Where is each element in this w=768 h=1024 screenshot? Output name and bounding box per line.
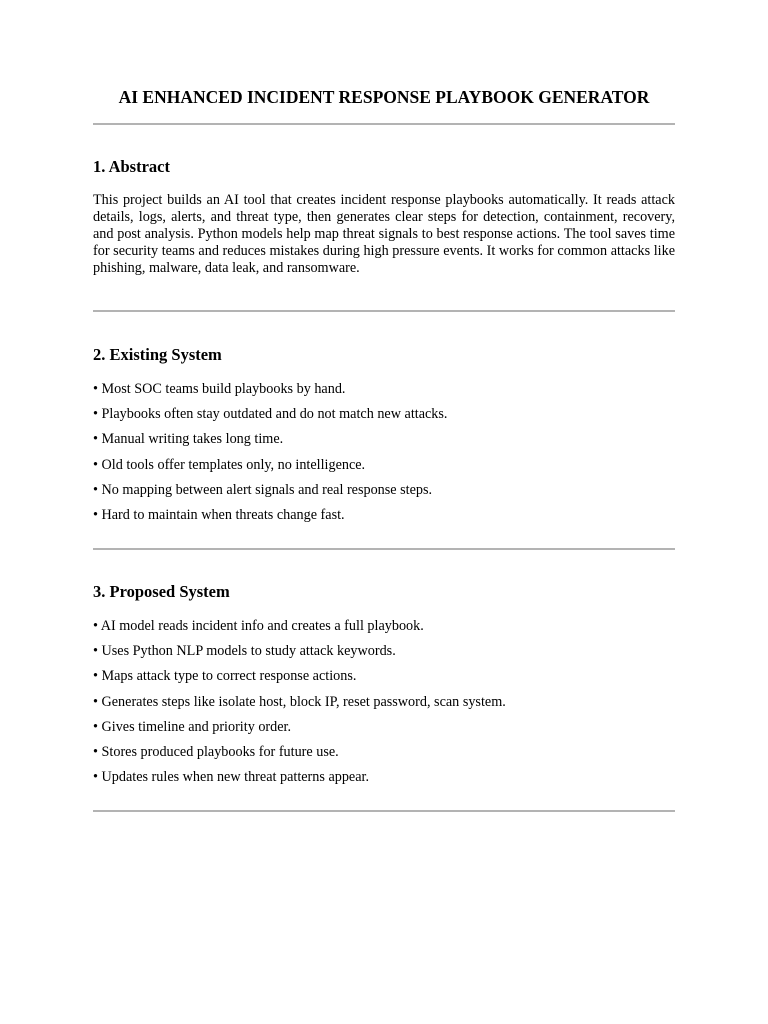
bullet-icon: • [93, 643, 98, 660]
list-item [93, 694, 675, 719]
list-item [93, 719, 675, 744]
list-item [93, 381, 675, 406]
list-item-text: AI model reads incident info and creates a full playbook. [100, 618, 424, 634]
list-item [93, 507, 675, 532]
list-item-text: Generates steps like isolate host, block IP, reset password, scan system. [101, 693, 506, 710]
list-item-text: Playbooks often stay outdated and do not match new attacks. [101, 406, 448, 423]
proposed-system-divider [93, 810, 675, 812]
list-item-text: Uses Python NLP models to study attack keywords. [101, 643, 396, 660]
bullet-icon: • [93, 431, 98, 448]
bullet-icon: • [93, 618, 98, 634]
list-item-text: Most SOC teams build playbooks by hand. [101, 381, 346, 397]
bullet-icon: • [93, 381, 98, 397]
list-item [93, 406, 675, 431]
list-item [93, 744, 675, 769]
existing-system-list [93, 381, 675, 532]
list-item [93, 643, 675, 668]
list-item-text: Manual writing takes long time. [101, 431, 284, 448]
bullet-icon: • [93, 769, 98, 786]
document-title: AI ENHANCED INCIDENT RESPONSE PLAYBOOK GENERATOR [118, 87, 650, 107]
bullet-icon: • [93, 406, 98, 423]
abstract-divider [93, 310, 675, 312]
bullet-icon: • [93, 743, 98, 760]
bullet-icon: • [93, 456, 98, 473]
list-item-text: No mapping between alert signals and real response steps. [101, 481, 433, 498]
abstract-body: This project builds an AI tool that creates incident response playbooks automatically. It reads attack details, logs, alerts, and threat type, then generates clear steps for detection, containment, recovery, and post analysis. Python models help map threat signals to best response actions. The tool saves time for security teams and reduces mistakes during high pressure events. It works for common attacks like phishing, malware, data leak, and ransomware. [93, 192, 675, 276]
bullet-icon: • [93, 506, 98, 523]
list-item-text: Gives timeline and priority order. [101, 718, 292, 735]
list-item [93, 618, 675, 643]
bullet-icon: • [93, 718, 98, 735]
list-item-text: Updates rules when new threat patterns appear. [101, 769, 370, 786]
list-item-text: Maps attack type to correct response actions. [101, 668, 357, 685]
list-item [93, 668, 675, 693]
list-item [93, 769, 675, 794]
list-item [93, 431, 675, 456]
bullet-icon: • [93, 693, 98, 710]
list-item-text: Old tools offer templates only, no intelligence. [101, 456, 366, 473]
abstract-heading: 1. Abstract [93, 157, 170, 176]
list-item-text: Stores produced playbooks for future use. [101, 743, 339, 760]
existing-system-heading: 2. Existing System [93, 345, 222, 364]
proposed-system-list [93, 618, 675, 794]
title-divider [93, 123, 675, 125]
list-item-text: Hard to maintain when threats change fast. [101, 506, 345, 523]
list-item [93, 482, 675, 507]
bullet-icon: • [93, 668, 98, 685]
list-item [93, 457, 675, 482]
bullet-icon: • [93, 481, 98, 498]
existing-system-divider [93, 548, 675, 550]
proposed-system-heading: 3. Proposed System [93, 582, 230, 601]
